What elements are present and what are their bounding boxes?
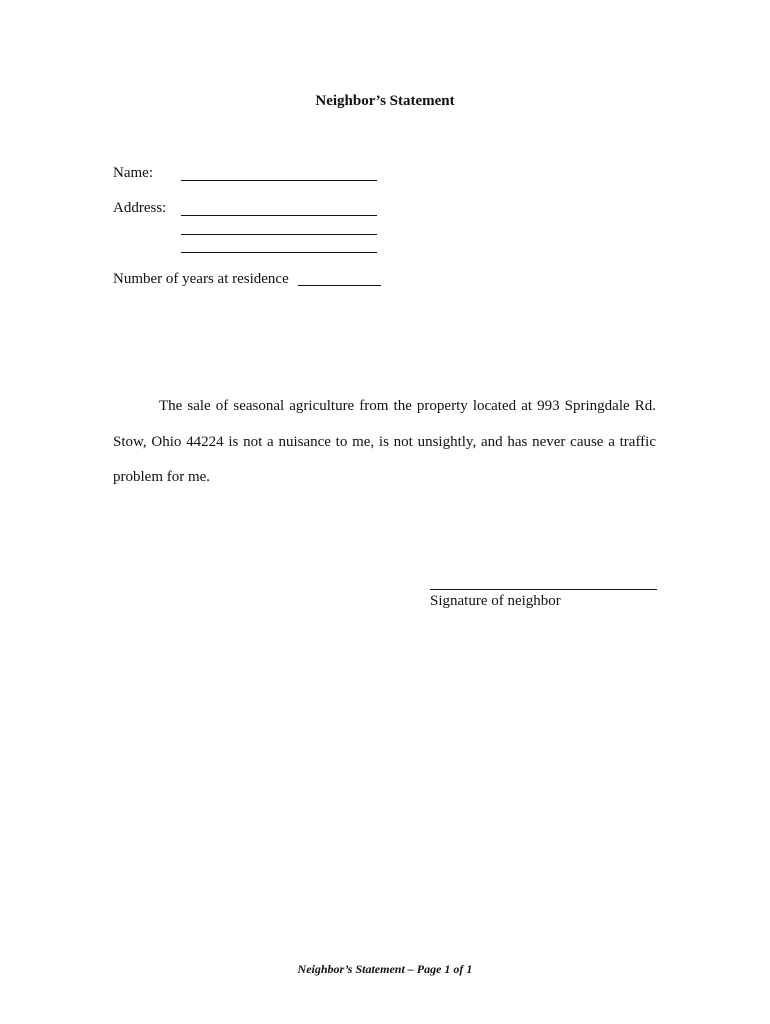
years-at-residence-row — [113, 271, 381, 288]
address-blank-line-2[interactable] — [181, 234, 377, 235]
years-blank-line[interactable] — [298, 285, 381, 286]
signature-line[interactable] — [430, 589, 657, 590]
address-label: Address: — [113, 200, 167, 216]
name-label: Name: — [113, 165, 153, 181]
signature-label: Signature of neighbor — [430, 593, 561, 609]
address-blank-line-1[interactable] — [181, 215, 377, 216]
statement-paragraph: The sale of seasonal agriculture from the property located at 993 Springdale Rd. Stow, Ohio 44224 is not a nuisance to me, is not unsightly, and has never cause a traffic problem for me. — [113, 398, 656, 485]
address-blank-line-3[interactable] — [181, 252, 377, 253]
document-title: Neighbor’s Statement — [315, 93, 455, 109]
page-footer: Neighbor’s Statement – Page 1 of 1 — [297, 962, 473, 976]
years-at-residence-label: Number of years at residence — [113, 271, 289, 287]
name-blank-line[interactable] — [181, 180, 377, 181]
